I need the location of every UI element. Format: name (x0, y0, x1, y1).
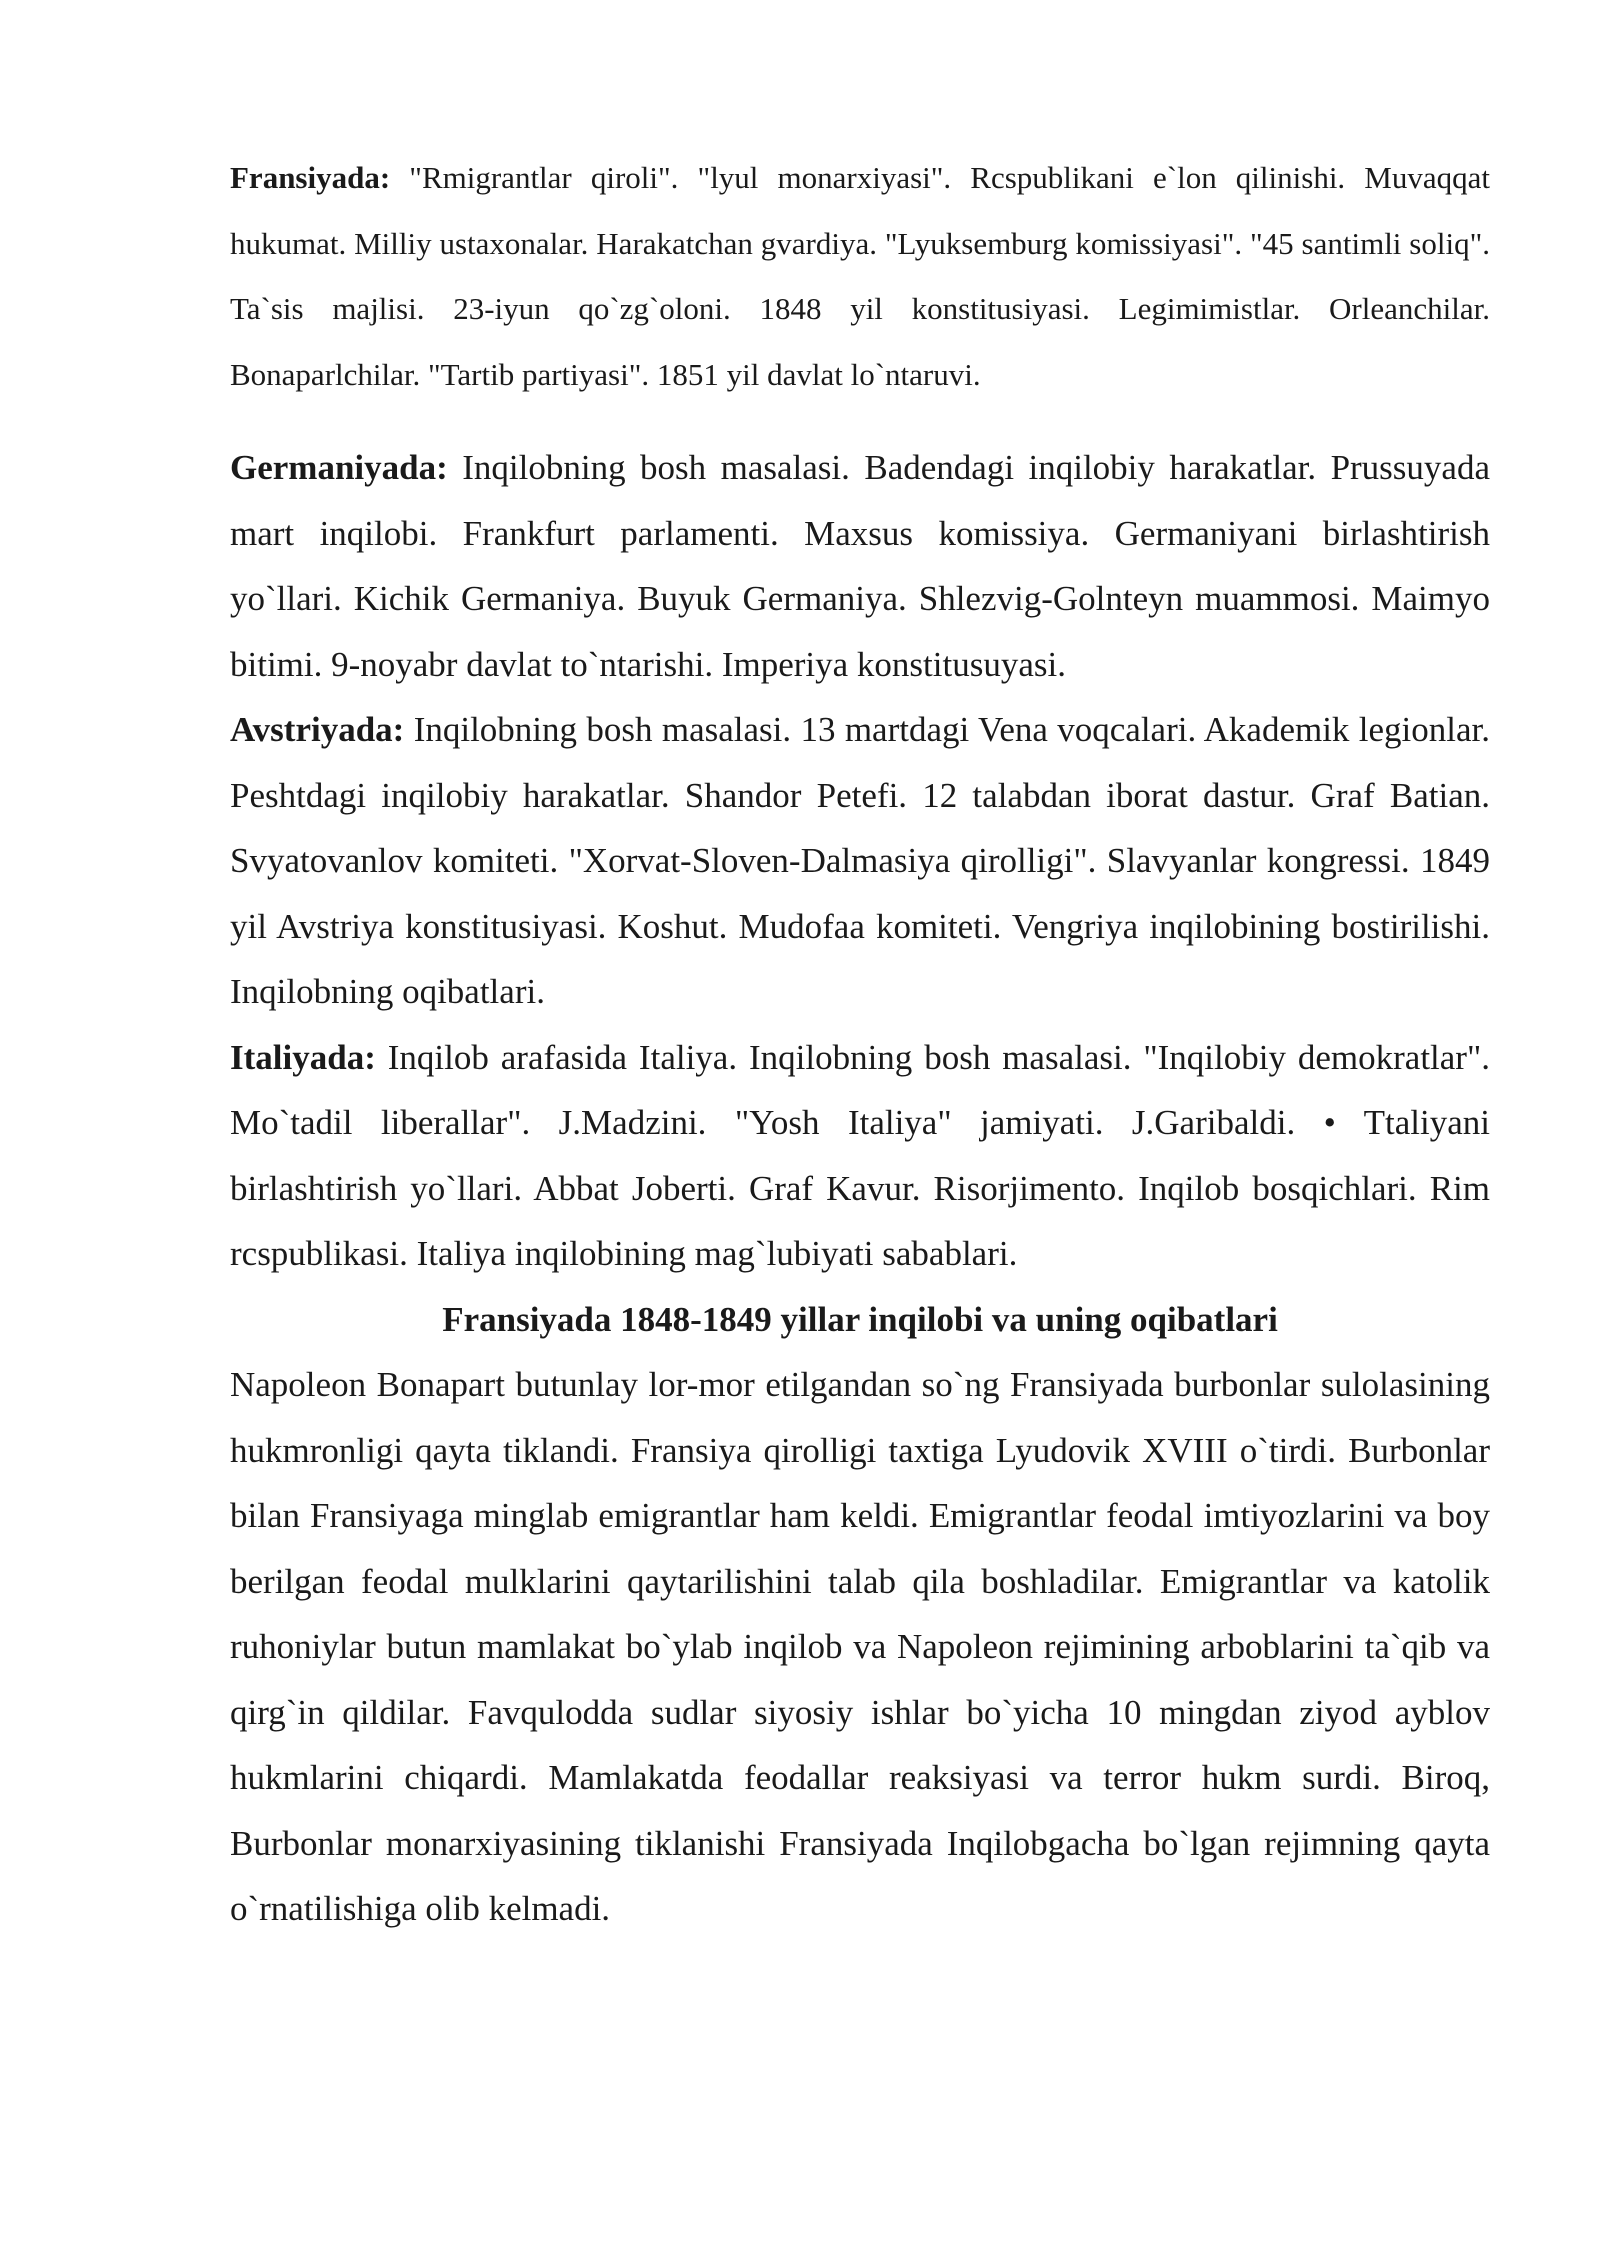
label-austria: Avstriyada: (230, 710, 405, 749)
body-paragraph: Napoleon Bonapart butunlay lor-mor etilgandan so`ng Fransiyada burbonlar sulolasining hukmronligi qayta tiklandi. Fransiya qirolligi taxtiga Lyudovik XVIII o`tirdi. Burbonlar bilan Fransiyaga minglab emigrantlar ham keldi. Emigrantlar feodal imtiyozlarini va boy berilgan feodal mulklarini qaytarilishini talab qila boshladilar. Emigrantlar va katolik ruhoniylar butun mamlakat bo`ylab inqilob va Napoleon rejimining arboblarini ta`qib va qirg`in qildilar. Favqulodda sudlar siyosiy ishlar bo`yicha 10 mingdan ziyod ayblov hukmlarini chiqardi. Mamlakatda feodallar reaksiyasi va terror hukm surdi. Biroq, Burbonlar monarxiyasining tiklanishi Fransiyada Inqilobgacha bo`lgan rejimning qayta o`rnatilishiga olib kelmadi. (230, 1365, 1490, 1928)
paragraph-italy (230, 1025, 1490, 1287)
section-heading: Fransiyada 1848-1849 yillar inqilobi va uning oqibatlari (442, 1299, 1278, 1339)
label-italy: Italiyada: (230, 1037, 376, 1077)
text-germany: Inqilobning bosh masalasi. Badendagi inqilobiy harakatlar. Prussuyada mart inqilobi. Frankfurt parlamenti. Maxsus komissiya. Germaniyani birlashtirish yo`llari. Kichik Germaniya. Buyuk Germaniya. Shlezvig-Golnteyn muammosi. Maimyo bitimi. 9-noyabr davlat to`ntarishi. Imperiya konstitusuyasi. (230, 448, 1490, 684)
text-france: "Rmigrantlar qiroli". "lyul monarxiyasi". Rcspublikani e`lon qilinishi. Muvaqqat hukumat. Milliy ustaxonalar. Harakatchan gvardiya. "Lyuksemburg komissiyasi". "45 santimli soliq". Ta`sis majlisi. 23-iyun qo`zg`oloni. 1848 yil konstitusiyasi. Legimimistlar. Orleanchilar. Bonaparlchilar. "Tartib partiyasi". 1851 yil davlat lo`ntaruvi. (230, 160, 1490, 392)
label-france: Fransiyada: (230, 160, 391, 195)
label-germany: Germaniyada: (230, 448, 448, 487)
paragraph-germany (230, 435, 1490, 697)
paragraph-austria (230, 697, 1490, 1025)
paragraph-france (230, 145, 1490, 407)
text-austria: Inqilobning bosh masalasi. 13 martdagi Vena voqcalari. Akademik legionlar. Peshtdagi inqilobiy harakatlar. Shandor Petefi. 12 talabdan iborat dastur. Graf Batian. Svyatovanlov komiteti. "Xorvat-Sloven-Dalmasiya qirolligi". Slavyanlar kongressi. 1849 yil Avstriya konstitusiyasi. Koshut. Mudofaa komiteti. Vengriya inqilobining bostirilishi. Inqilobning oqibatlari. (230, 710, 1490, 1011)
document-page (230, 145, 1490, 1942)
text-italy: Inqilob arafasida Italiya. Inqilobning bosh masalasi. "Inqilobiy demokratlar". Mo`tadil liberallar". J.Madzini. "Yosh Italiya" jamiyati. J.Garibaldi. • Ttaliyani birlashtirish yo`llari. Abbat Joberti. Graf Kavur. Risorjimento. Inqilob bosqichlari. Rim rcspublikasi. Italiya inqilobining mag`lubiyati sabablari. (230, 1037, 1490, 1273)
